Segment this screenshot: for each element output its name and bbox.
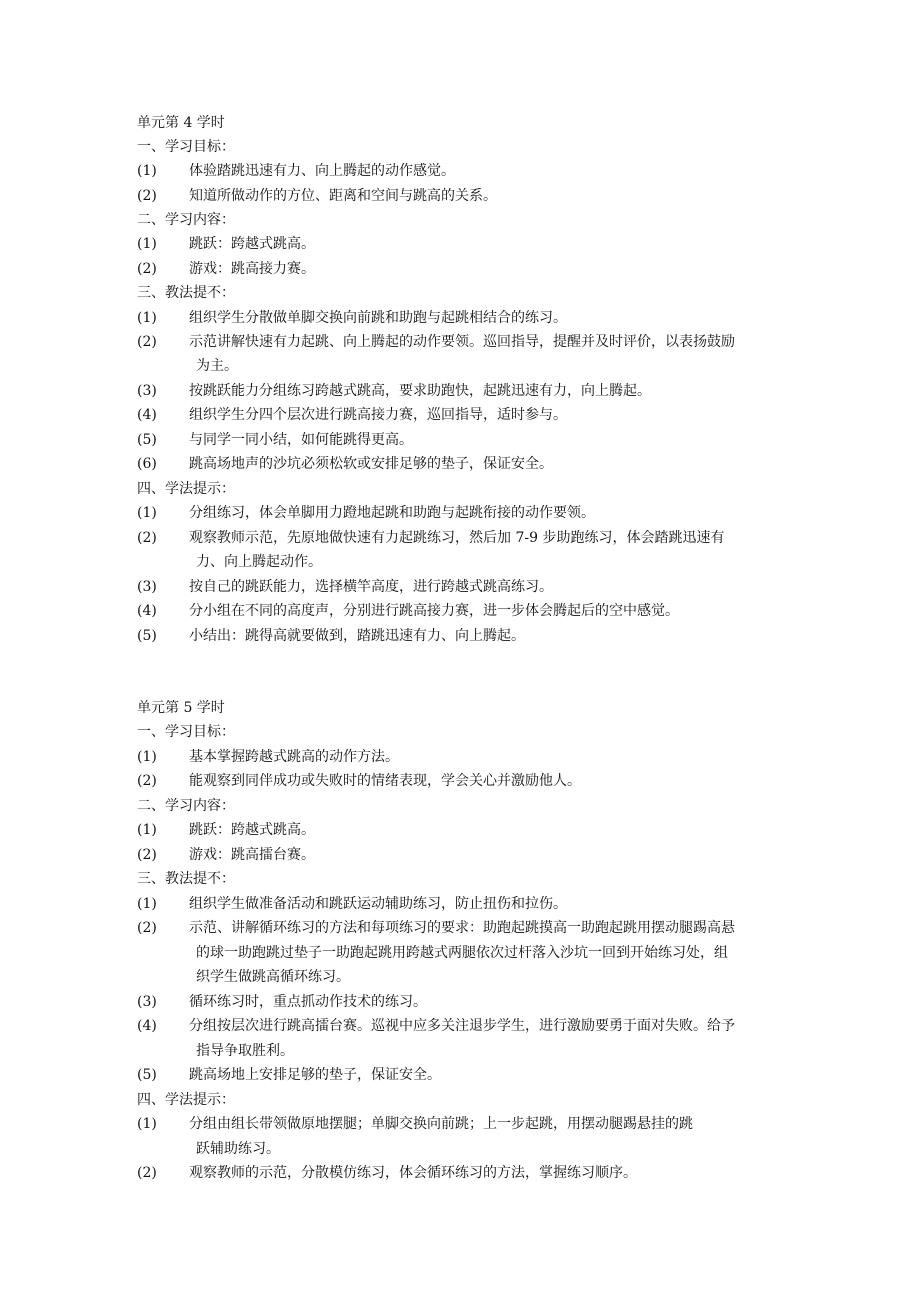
- list-number: (4): [137, 407, 157, 423]
- list-number: (1): [137, 505, 157, 521]
- list-item: 体验踏跳迅速有力、向上腾起的动作感觉。: [189, 163, 455, 179]
- list-item: 基本掌握跨越式跳高的动作方法。: [189, 749, 399, 765]
- list-number: (5): [137, 628, 157, 644]
- list-item: 与同学一同小结，如何能跳得更高。: [189, 432, 413, 448]
- lesson-5-goals-heading: 一、学习目标：: [137, 724, 235, 740]
- list-item: 小结出：跳得高就要做到，踏跳迅速有力、向上腾起。: [189, 628, 525, 644]
- lesson-5-content-heading: 二、学习内容：: [137, 798, 235, 814]
- list-number: (1): [137, 822, 157, 838]
- list-number: (2): [137, 261, 157, 277]
- lesson-5-title: 单元第 5 学时: [137, 700, 225, 716]
- list-item: 游戏：跳高擂台赛。: [189, 847, 315, 863]
- list-item: 观察教师示范，先原地做快速有力起跳练习，然后加 7-9 步助跑练习，体会踏跳迅速有: [189, 530, 725, 546]
- list-number: (3): [137, 579, 157, 595]
- list-item: 分组练习，体会单脚用力蹬地起跳和助跑与起跳衔接的动作要领。: [189, 505, 595, 521]
- list-item: 示范、讲解循环练习的方法和每项练习的要求：助跑起跳摸高一助跑起跳用摆动腿踢高悬: [189, 920, 735, 936]
- list-number: (6): [137, 456, 157, 472]
- list-number: (2): [137, 334, 157, 350]
- lesson-4-learning-heading: 四、学法提示：: [137, 481, 235, 497]
- list-number: (1): [137, 749, 157, 765]
- lesson-5-learning-heading: 四、学法提示：: [137, 1092, 235, 1108]
- list-item: 跳跃：跨越式跳高。: [189, 236, 315, 252]
- list-number: (3): [137, 994, 157, 1010]
- list-number: (1): [137, 163, 157, 179]
- list-item: 观察教师的示范，分散模仿练习，体会循环练习的方法，掌握练习顺序。: [189, 1165, 637, 1181]
- list-number: (5): [137, 1067, 157, 1083]
- list-number: (2): [137, 530, 157, 546]
- list-item-continuation: 织学生做跳高循环练习。: [196, 969, 350, 985]
- list-number: (2): [137, 188, 157, 204]
- list-item: 跳高场地声的沙坑必须松软或安排足够的垫子，保证安全。: [189, 456, 553, 472]
- list-item: 分组由组长带领做原地摆腿；单脚交换向前跳；上一步起跳，用摆动腿踢悬挂的跳: [189, 1116, 693, 1132]
- list-number: (3): [137, 383, 157, 399]
- list-item: 组织学生分散做单脚交换向前跳和助跑与起跳相结合的练习。: [189, 310, 567, 326]
- lesson-4-teaching-heading: 三、教法提不：: [137, 285, 235, 301]
- lesson-4-content-heading: 二、学习内容：: [137, 212, 235, 228]
- lesson-4-goals-heading: 一、学习目标：: [137, 139, 235, 155]
- list-item: 组织学生做准备活动和跳跃运动辅助练习，防止扭伤和拉伤。: [189, 896, 567, 912]
- list-item: 组织学生分四个层次进行跳高接力赛，巡回指导，适时参与。: [189, 407, 567, 423]
- list-number: (2): [137, 1165, 157, 1181]
- list-number: (2): [137, 773, 157, 789]
- list-item: 示范讲解快速有力起跳、向上腾起的动作要领。巡回指导，提醒并及时评价，以表扬鼓励: [189, 334, 735, 350]
- list-number: (1): [137, 310, 157, 326]
- list-item-continuation: 跃辅助练习。: [196, 1141, 280, 1157]
- list-item: 按跳跃能力分组练习跨越式跳高，要求助跑快，起跳迅速有力，向上腾起。: [189, 383, 651, 399]
- list-item: 跳跃：跨越式跳高。: [189, 822, 315, 838]
- list-item: 按自己的跳跃能力，选择横竿高度，进行跨越式跳高练习。: [189, 579, 553, 595]
- list-number: (4): [137, 603, 157, 619]
- list-item-continuation: 指导争取胜利。: [196, 1043, 294, 1059]
- list-item: 游戏：跳高接力赛。: [189, 261, 315, 277]
- list-item-continuation: 为主。: [196, 358, 238, 374]
- list-item: 能观察到同伴成功或失败时的情绪表现，学会关心并激励他人。: [189, 773, 581, 789]
- list-item: 分组按层次进行跳高擂台赛。巡视中应多关注退步学生，进行激励要勇于面对失败。给予: [189, 1018, 735, 1034]
- list-number: (1): [137, 1116, 157, 1132]
- list-item-continuation: 的球一助跑跳过垫子一助跑起跳用跨越式两腿依次过杆落入沙坑一回到开始练习处，组: [196, 945, 728, 961]
- list-item: 循环练习时，重点抓动作技术的练习。: [189, 994, 427, 1010]
- list-number: (4): [137, 1018, 157, 1034]
- list-number: (5): [137, 432, 157, 448]
- list-number: (2): [137, 847, 157, 863]
- list-item: 分小组在不同的高度声，分别进行跳高接力赛，进一步体会腾起后的空中感觉。: [189, 603, 679, 619]
- list-number: (1): [137, 236, 157, 252]
- list-item: 知道所做动作的方位、距离和空间与跳高的关系。: [189, 188, 497, 204]
- list-item: 跳高场地上安排足够的垫子，保证安全。: [189, 1067, 441, 1083]
- list-item-continuation: 力、向上腾起动作。: [196, 554, 322, 570]
- lesson-4-title: 单元第 4 学时: [137, 115, 225, 131]
- list-number: (1): [137, 896, 157, 912]
- list-number: (2): [137, 920, 157, 936]
- lesson-5-teaching-heading: 三、教法提不：: [137, 871, 235, 887]
